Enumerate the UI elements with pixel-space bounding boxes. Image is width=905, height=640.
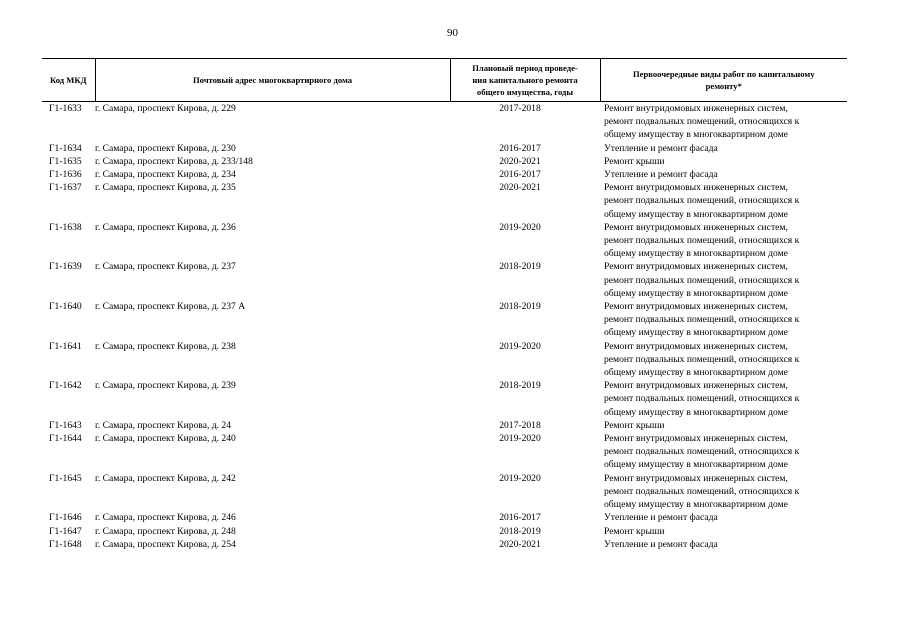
mkd-code-cell: Г1-1642 [49, 380, 82, 392]
header-period-line: Плановый период проведе- [472, 63, 578, 73]
address-cell: г. Самара, проспект Кирова, д. 236 [95, 221, 236, 233]
works-line: Ремонт внутридомовых инженерных систем, [604, 433, 788, 445]
address-cell: г. Самара, проспект Кирова, д. 229 [95, 103, 236, 114]
page-number: 90 [447, 27, 458, 39]
works-cell [600, 419, 847, 432]
works-line: Ремонт внутридомовых инженерных систем, [604, 472, 788, 484]
works-line: общему имуществу в многоквартирном доме [604, 287, 788, 299]
address-cell: г. Самара, проспект Кирова, д. 237 А [95, 301, 246, 313]
works-line: Ремонт внутридомовых инженерных систем, [604, 182, 788, 194]
period-cell: 2017-2018 [499, 419, 541, 431]
works-line: общему имуществу в многоквартирном доме [604, 499, 788, 511]
mkd-code-cell: Г1-1644 [49, 433, 82, 445]
period-cell: 2020-2021 [499, 155, 541, 167]
table-row [42, 181, 847, 221]
works-line: ремонт подвальных помещений, относящихся к [604, 393, 800, 405]
header-works [600, 59, 847, 102]
mkd-code-cell: Г1-1637 [49, 182, 82, 194]
header-code: Код МКД [42, 59, 95, 102]
period-cell: 2018-2019 [499, 261, 541, 273]
works-line: ремонт подвальных помещений, относящихся к [604, 353, 800, 365]
address-cell: г. Самара, проспект Кирова, д. 246 [95, 512, 236, 524]
mkd-code-cell: Г1-1640 [49, 301, 82, 313]
header-address: Почтовый адрес многоквартирного дома [95, 59, 450, 102]
works-cell [600, 379, 847, 419]
works-cell [600, 102, 847, 142]
period-cell: 2019-2020 [499, 340, 541, 352]
works-cell [600, 511, 847, 524]
works-line: Ремонт внутридомовых инженерных систем, [604, 103, 788, 114]
address-cell: г. Самара, проспект Кирова, д. 230 [95, 142, 236, 154]
mkd-code-cell: Г1-1646 [49, 512, 82, 524]
capital-repair-table [42, 58, 847, 551]
address-cell: г. Самара, проспект Кирова, д. 239 [95, 380, 236, 392]
mkd-code-cell: Г1-1643 [49, 419, 82, 431]
table-row [42, 538, 847, 551]
works-line: ремонт подвальных помещений, относящихся к [604, 195, 800, 207]
works-cell [600, 472, 847, 512]
period-cell: 2018-2019 [499, 380, 541, 392]
period-cell: 2019-2020 [499, 472, 541, 484]
works-cell [600, 142, 847, 155]
works-line: ремонт подвальных помещений, относящихся к [604, 485, 800, 497]
works-line: общему имуществу в многоквартирном доме [604, 367, 788, 379]
address-cell: г. Самара, проспект Кирова, д. 240 [95, 433, 236, 445]
works-cell [600, 525, 847, 538]
mkd-code-cell: Г1-1633 [49, 103, 82, 114]
table-header [42, 59, 847, 102]
period-cell: 2018-2019 [499, 525, 541, 537]
period-cell: 2016-2017 [499, 512, 541, 524]
period-cell: 2016-2017 [499, 169, 541, 181]
table-row [42, 221, 847, 261]
period-cell: 2019-2020 [499, 433, 541, 445]
works-line: ремонт подвальных помещений, относящихся к [604, 446, 800, 458]
works-line: общему имуществу в многоквартирном доме [604, 459, 788, 471]
works-line: Утепление и ремонт фасада [604, 512, 718, 524]
works-line: общему имуществу в многоквартирном доме [604, 406, 788, 418]
works-line: Ремонт внутридомовых инженерных систем, [604, 221, 788, 233]
table-row [42, 168, 847, 181]
header-period-line: ния капитального ремонта [472, 75, 578, 85]
works-line: ремонт подвальных помещений, относящихся к [604, 314, 800, 326]
table-row [42, 511, 847, 524]
period-cell: 2016-2017 [499, 142, 541, 154]
works-cell [600, 260, 847, 300]
works-line: Ремонт внутридомовых инженерных систем, [604, 340, 788, 352]
address-cell: г. Самара, проспект Кирова, д. 237 [95, 261, 236, 273]
works-cell [600, 300, 847, 340]
table-body [42, 102, 847, 551]
works-line: Ремонт внутридомовых инженерных систем, [604, 261, 788, 273]
works-line: общему имуществу в многоквартирном доме [604, 129, 788, 141]
address-cell: г. Самара, проспект Кирова, д. 242 [95, 472, 236, 484]
works-line: Утепление и ремонт фасада [604, 142, 718, 154]
works-line: ремонт подвальных помещений, относящихся к [604, 116, 800, 128]
period-cell: 2020-2021 [499, 538, 541, 550]
table-row [42, 525, 847, 538]
mkd-code-cell: Г1-1639 [49, 261, 82, 273]
works-cell [600, 221, 847, 261]
table-row [42, 340, 847, 380]
address-cell: г. Самара, проспект Кирова, д. 24 [95, 419, 232, 431]
works-line: общему имуществу в многоквартирном доме [604, 208, 788, 220]
mkd-code-cell: Г1-1634 [49, 142, 82, 154]
table-row [42, 379, 847, 419]
works-line: Ремонт крыши [604, 419, 665, 431]
header-period-line: общего имущества, годы [476, 87, 574, 97]
works-line: общему имуществу в многоквартирном доме [604, 327, 788, 339]
table-row [42, 142, 847, 155]
table-row [42, 102, 847, 142]
header-works-line: ремонту* [705, 81, 742, 91]
address-cell: г. Самара, проспект Кирова, д. 233/148 [95, 155, 253, 167]
works-line: Утепление и ремонт фасада [604, 538, 718, 550]
works-cell [600, 168, 847, 181]
works-line: Ремонт внутридомовых инженерных систем, [604, 380, 788, 392]
works-line: Ремонт внутридомовых инженерных систем, [604, 301, 788, 313]
mkd-code-cell: Г1-1638 [49, 221, 82, 233]
works-line: ремонт подвальных помещений, относящихся к [604, 235, 800, 247]
header-works-line: Первоочередные виды работ по капитальному [632, 69, 815, 79]
works-line: ремонт подвальных помещений, относящихся к [604, 274, 800, 286]
table-row [42, 260, 847, 300]
period-cell: 2020-2021 [499, 182, 541, 194]
mkd-code-cell: Г1-1645 [49, 472, 82, 484]
works-line: общему имуществу в многоквартирном доме [604, 248, 788, 260]
works-cell [600, 340, 847, 380]
works-cell [600, 432, 847, 472]
period-cell: 2017-2018 [499, 103, 541, 114]
works-line: Ремонт крыши [604, 525, 665, 537]
mkd-code-cell: Г1-1636 [49, 169, 82, 181]
address-cell: г. Самара, проспект Кирова, д. 235 [95, 182, 236, 194]
works-cell [600, 181, 847, 221]
table-row [42, 432, 847, 472]
works-line: Ремонт крыши [604, 155, 665, 167]
period-cell: 2019-2020 [499, 221, 541, 233]
mkd-code-cell: Г1-1635 [49, 155, 82, 167]
mkd-code-cell: Г1-1648 [49, 538, 82, 550]
header-period [450, 59, 600, 102]
table-row [42, 155, 847, 168]
works-cell [600, 155, 847, 168]
address-cell: г. Самара, проспект Кирова, д. 234 [95, 169, 236, 181]
works-cell [600, 538, 847, 551]
table-row [42, 300, 847, 340]
works-line: Утепление и ремонт фасада [604, 169, 718, 181]
mkd-code-cell: Г1-1641 [49, 340, 82, 352]
table-row [42, 472, 847, 512]
mkd-code-cell: Г1-1647 [49, 525, 82, 537]
address-cell: г. Самара, проспект Кирова, д. 254 [95, 538, 236, 550]
period-cell: 2018-2019 [499, 301, 541, 313]
address-cell: г. Самара, проспект Кирова, д. 248 [95, 525, 236, 537]
table-row [42, 419, 847, 432]
address-cell: г. Самара, проспект Кирова, д. 238 [95, 340, 236, 352]
